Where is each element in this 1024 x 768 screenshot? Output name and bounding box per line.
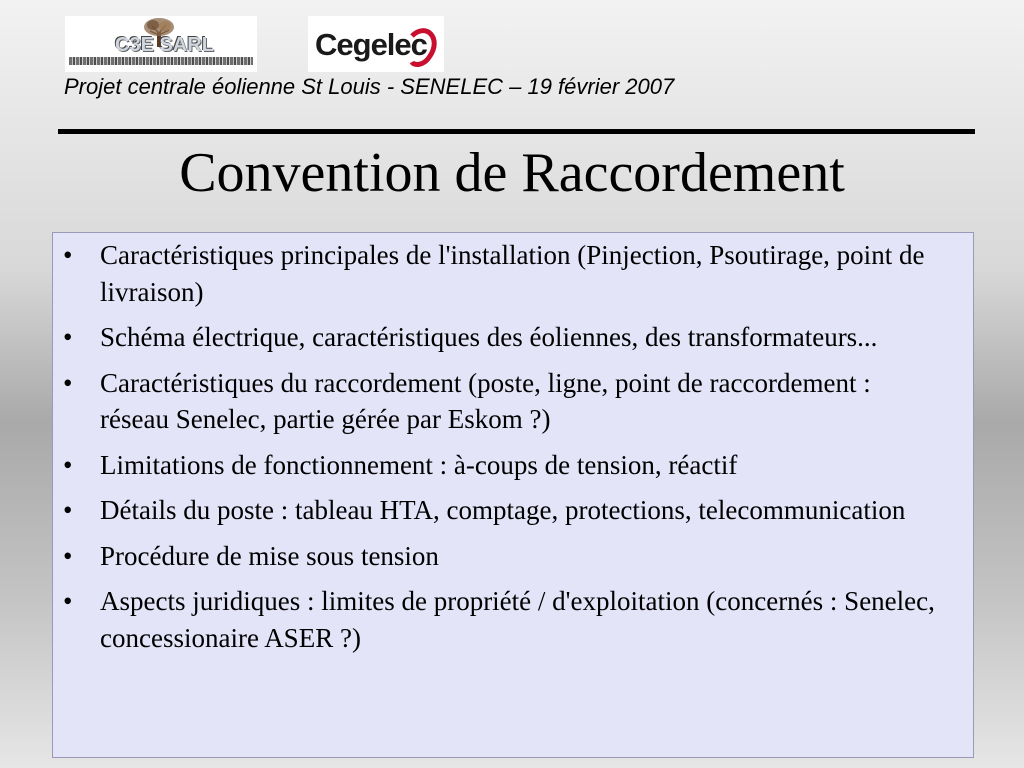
- bullet-text: Limitations de fonctionnement : à-coups de tension, réactif: [100, 449, 738, 480]
- c3e-logo-brand: C3E SARL: [115, 34, 214, 56]
- c3e-sarl-logo: [65, 16, 257, 72]
- bullet-text: Procédure de mise sous tension: [100, 540, 439, 571]
- bullet-marker: •: [63, 367, 73, 398]
- bullet-text: Aspects juridiques : limites de propriété / d'exploitation (concernés : Senelec, concessionaire ASER ?): [100, 586, 935, 653]
- bullet-text: Caractéristiques du raccordement (poste, ligne, point de raccordement : réseau Senelec, partie gérée par Eskom ?): [100, 367, 871, 434]
- bullet-marker: •: [63, 540, 73, 571]
- bullet-list: [53, 233, 973, 656]
- c3e-logo-tagline: [69, 57, 253, 65]
- bullet-marker: •: [63, 495, 73, 525]
- slide-title: Convention de Raccordement: [179, 142, 845, 204]
- content-panel: [52, 232, 974, 758]
- bullet-marker: •: [63, 322, 73, 352]
- bullet-marker: •: [63, 449, 73, 480]
- bullet-item: [63, 365, 943, 438]
- cegelec-logo-wordmark: Cegelec: [315, 27, 427, 62]
- bullet-item: [63, 237, 943, 310]
- cegelec-logo: [308, 16, 444, 72]
- bullet-item: [63, 583, 943, 656]
- bullet-text: Schéma électrique, caractéristiques des éoliennes, des transformateurs...: [100, 322, 878, 352]
- bullet-text: Caractéristiques principales de l'installation (Pinjection, Psoutirage, point de livraison): [100, 240, 925, 307]
- bullet-item: [63, 319, 943, 356]
- bullet-item: [63, 538, 943, 575]
- header-divider: [58, 129, 975, 134]
- bullet-text: Détails du poste : tableau HTA, comptage, protections, telecommunication: [100, 495, 906, 525]
- bullet-marker: •: [63, 240, 73, 270]
- bullet-item: [63, 492, 943, 529]
- bullet-item: [63, 447, 943, 484]
- bullet-marker: •: [63, 586, 73, 616]
- project-subtitle: Projet centrale éolienne St Louis - SENELEC – 19 février 2007: [64, 74, 675, 99]
